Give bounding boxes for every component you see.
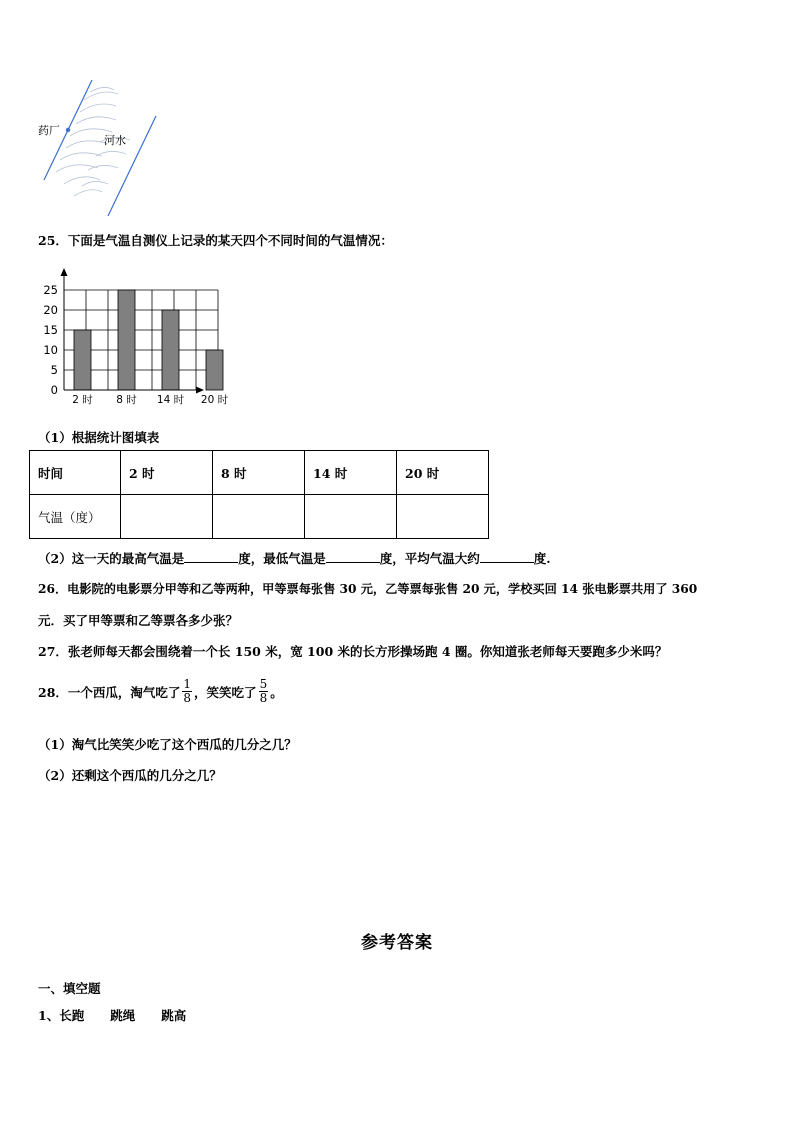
q25-text: 25．下面是气温自测仪上记录的某天四个不同时间的气温情况： bbox=[38, 233, 393, 248]
table-header-cell: 2 时 bbox=[121, 451, 213, 495]
table-header-cell: 14 时 bbox=[305, 451, 397, 495]
answer-1 bbox=[38, 1006, 186, 1024]
answer-blank[interactable] bbox=[184, 550, 238, 563]
answer-1-item: 跳绳 bbox=[110, 1008, 136, 1023]
bar bbox=[206, 350, 223, 390]
bar bbox=[118, 290, 135, 390]
table-header-cell: 8 时 bbox=[213, 451, 305, 495]
answers-title: 参考答案 bbox=[361, 933, 433, 953]
answers-section-heading: 一、填空题 bbox=[38, 981, 101, 996]
q28-text bbox=[38, 678, 283, 705]
q25-sub2 bbox=[38, 549, 551, 567]
q25-sub2-part: 度，最低气温是 bbox=[238, 551, 326, 566]
answer-blank[interactable] bbox=[480, 550, 534, 563]
answer-blank[interactable] bbox=[326, 550, 380, 563]
q28-middle: ，笑笑吃了 bbox=[194, 684, 257, 700]
bar bbox=[74, 330, 91, 390]
river-figure bbox=[30, 72, 170, 222]
temperature-table bbox=[29, 450, 489, 539]
q25-sub2-part: 度，平均气温大约 bbox=[379, 551, 480, 566]
q25-sub2-part: （2）这一天的最高气温是 bbox=[38, 551, 185, 566]
x-tick-label: 14 时 bbox=[156, 394, 185, 406]
table-header-row bbox=[30, 451, 489, 495]
answer-1-item: 跳高 bbox=[161, 1008, 187, 1023]
factory-label: 药厂 bbox=[38, 124, 60, 137]
q26-line1: 26．电影院的电影票分甲等和乙等两种，甲等票每张售 30 元，乙等票每张售 20 元，学校买回 14 张电影票共用了 360 bbox=[38, 582, 698, 596]
fraction-five-eighths bbox=[259, 678, 269, 705]
answer-cell[interactable] bbox=[397, 495, 489, 539]
answer-cell[interactable] bbox=[121, 495, 213, 539]
fraction-denominator: 8 bbox=[259, 691, 268, 705]
y-tick-label: 5 bbox=[50, 363, 58, 377]
q25-sub2-part: 度. bbox=[533, 551, 551, 566]
x-tick-label: 8 时 bbox=[116, 394, 137, 406]
y-axis-arrow bbox=[61, 268, 68, 276]
answer-cell[interactable] bbox=[213, 495, 305, 539]
y-tick-label: 10 bbox=[43, 343, 58, 357]
table-header-cell: 20 时 bbox=[397, 451, 489, 495]
table-row bbox=[30, 495, 489, 539]
y-tick-label: 0 bbox=[50, 383, 58, 397]
y-tick-label: 15 bbox=[43, 323, 58, 337]
fraction-numerator: 1 bbox=[183, 677, 192, 691]
q28-sub1: （1）淘气比笑笑少吃了这个西瓜的几分之几？ bbox=[38, 737, 297, 752]
q28-suffix: 。 bbox=[270, 684, 283, 700]
q28-prefix: 28．一个西瓜，淘气吃了 bbox=[38, 684, 181, 700]
x-tick-label: 20 时 bbox=[200, 394, 229, 406]
fraction-one-eighth bbox=[182, 678, 192, 705]
q28-sub2: （2）还剩这个西瓜的几分之几？ bbox=[38, 768, 222, 783]
y-tick-label: 20 bbox=[43, 303, 58, 317]
table-row-label: 气温（度） bbox=[30, 495, 121, 539]
river-drawing bbox=[30, 72, 170, 222]
fraction-numerator: 5 bbox=[259, 677, 268, 691]
q26-line2: 元．买了甲等票和乙等票各多少张？ bbox=[38, 613, 239, 628]
table-header-cell: 时间 bbox=[30, 451, 121, 495]
x-axis-arrow bbox=[196, 387, 204, 394]
bar bbox=[162, 310, 179, 390]
x-tick-label: 2 时 bbox=[72, 394, 93, 406]
answer-1-item: 长跑 bbox=[59, 1008, 85, 1023]
answer-1-number: 1、 bbox=[38, 1008, 60, 1023]
q27-text: 27．张老师每天都会围绕着一个长 150 米，宽 100 米的长方形操场跑 4 圈。你知道张老师每天要跑多少米吗？ bbox=[38, 644, 668, 659]
y-tick-label: 25 bbox=[43, 283, 58, 297]
q25-sub1: （1）根据统计图填表 bbox=[38, 430, 160, 445]
fraction-denominator: 8 bbox=[183, 691, 192, 705]
answer-cell[interactable] bbox=[305, 495, 397, 539]
temperature-bar-chart bbox=[30, 262, 229, 410]
river-label: 河水 bbox=[104, 134, 126, 147]
